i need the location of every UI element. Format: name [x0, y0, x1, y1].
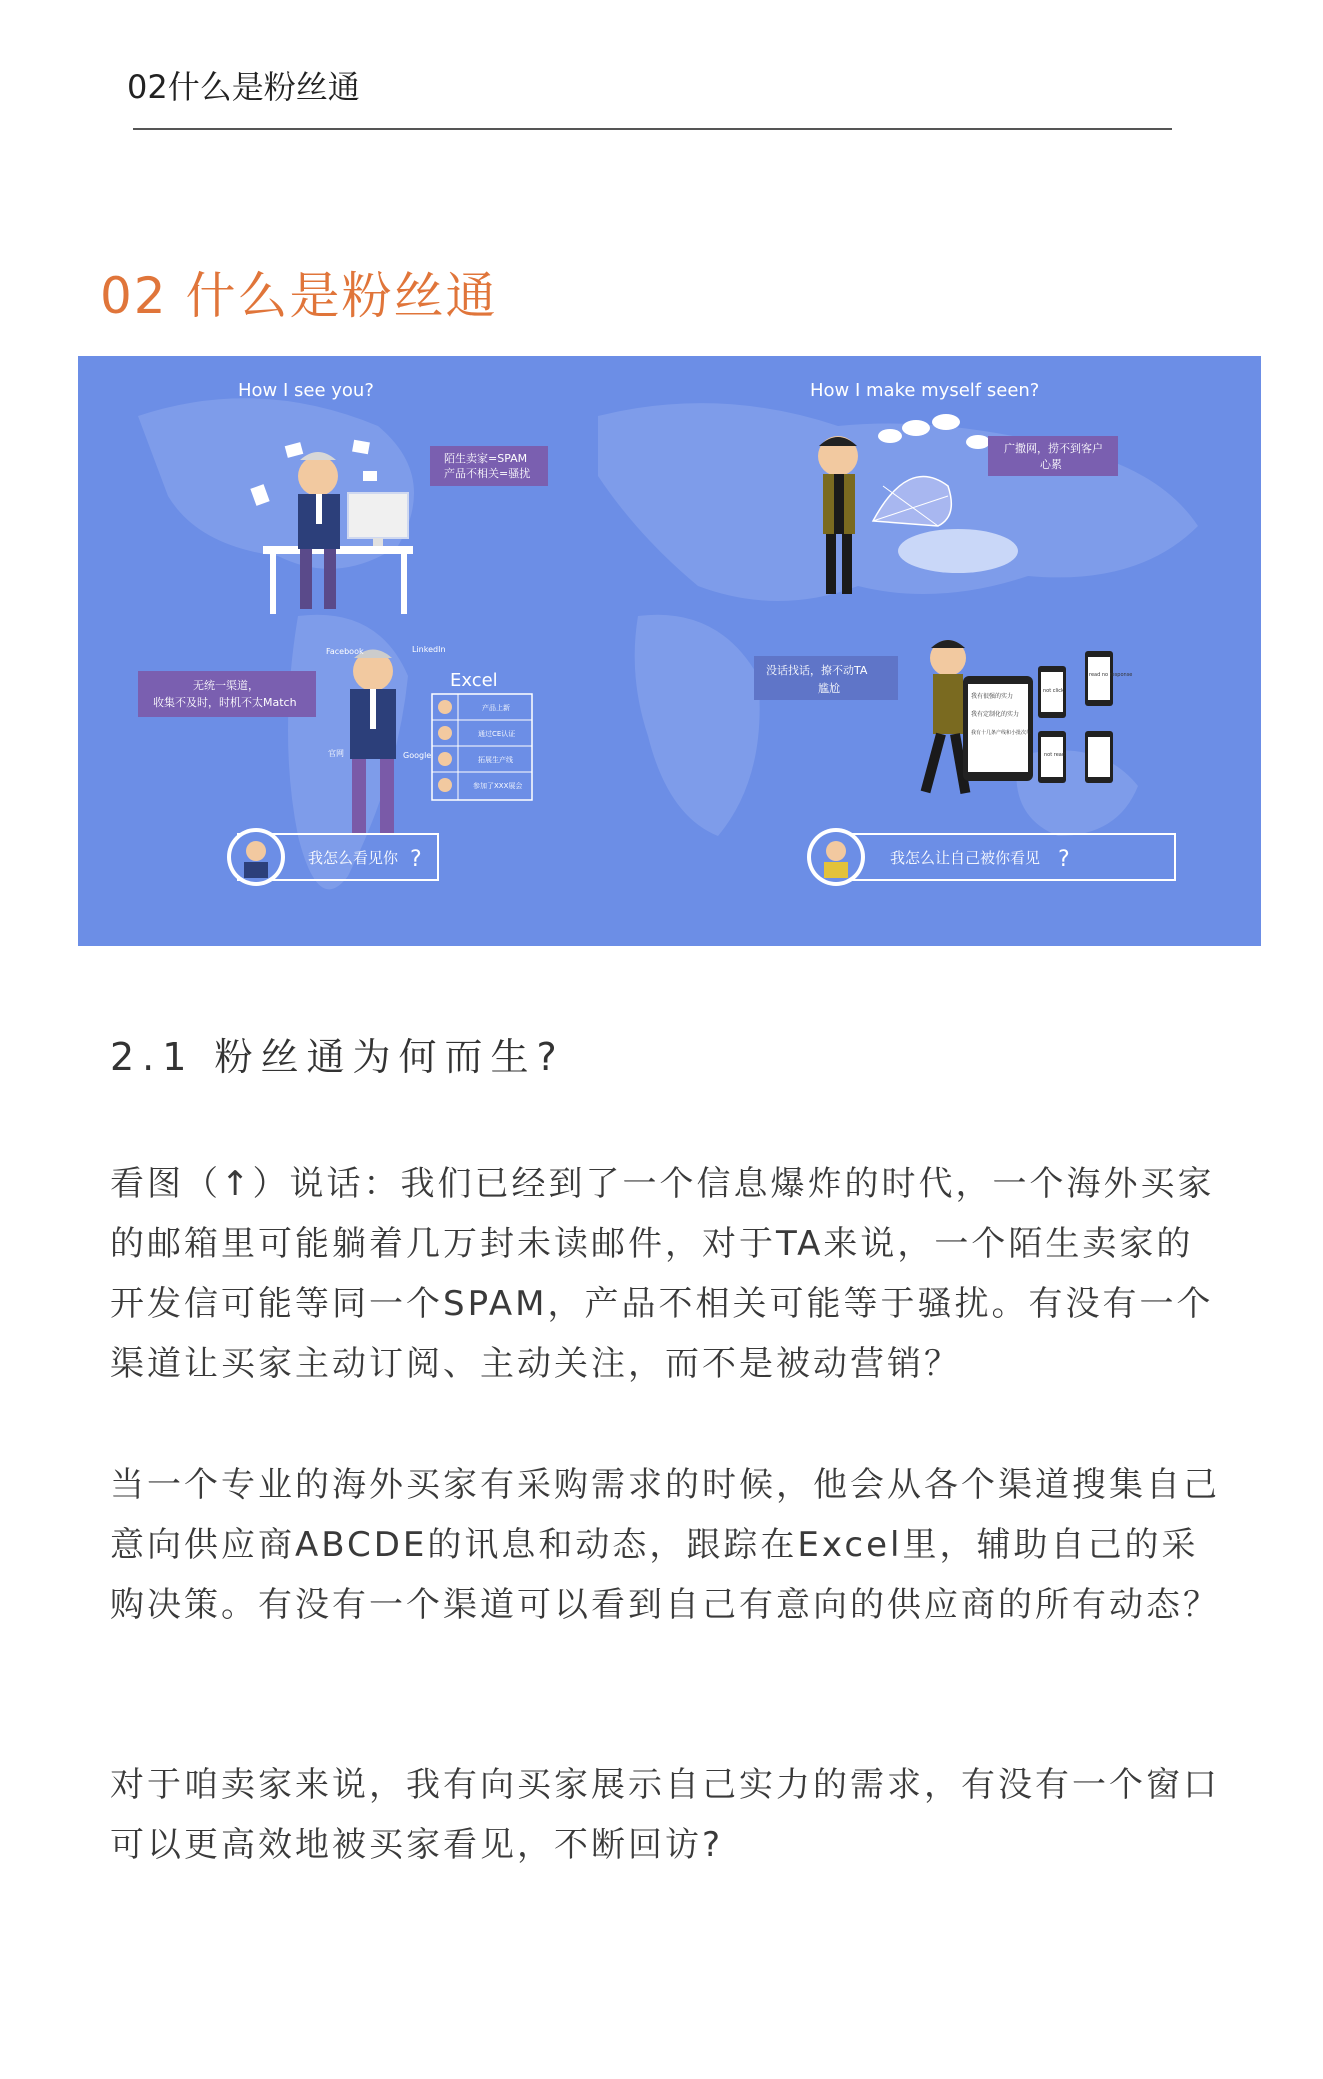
awkward-line1: 没话找话，撩不动TA: [766, 664, 868, 677]
bottom-right-qmark: ?: [1058, 847, 1070, 872]
seller-with-phone-figure: [921, 640, 1033, 794]
bottom-right-label: 我怎么让自己被你看见: [890, 849, 1041, 867]
how-make-seen-pill: [807, 828, 1175, 886]
excel-title: Excel: [450, 670, 498, 691]
article-subheading: 2.1 粉丝通为何而生?: [110, 1035, 565, 1079]
awkward-bubble: [754, 656, 898, 700]
excel-row-2: 通过CE认证: [478, 730, 516, 738]
header-divider: [133, 128, 1172, 130]
no-channel-bubble: [138, 671, 316, 717]
no-channel-line1: 无统一渠道，: [193, 679, 259, 692]
bottom-left-qmark: ?: [410, 847, 422, 872]
awkward-line2: 尴尬: [818, 682, 840, 695]
no-channel-line2: 收集不及时，时机不太Match: [153, 696, 297, 709]
status-not-read: not read: [1044, 752, 1066, 758]
excel-table: [432, 670, 532, 800]
tag-facebook: Facebook: [326, 647, 364, 656]
right-panel-title: How I make myself seen?: [810, 380, 1040, 401]
tag-linkedin: LinkedIn: [412, 645, 446, 654]
wide-net-line1: 广撒网，捞不到客户: [1004, 442, 1103, 455]
tag-guanwang: 官网: [328, 749, 344, 758]
page-header-title: 02什么是粉丝通: [127, 68, 360, 106]
hero-illustration: [78, 356, 1261, 946]
paragraph-2: 当一个专业的海外买家有采购需求的时候，他会从各个渠道搜集自己意向供应商ABCDE的讯息和动态，跟踪在Excel里，辅助自己的采购决策。有没有一个渠道可以看到自己有意向的供应商的所有动态？: [110, 1465, 1220, 1625]
hero-svg: [78, 356, 1261, 946]
phone-msg-2: 我有定制化的实力: [971, 711, 1020, 718]
small-phones: [1038, 651, 1132, 783]
phone-msg-3: 我有十几条产线和小批次单: [971, 730, 1032, 736]
bottom-left-label: 我怎么看见你: [308, 849, 399, 867]
excel-row-4: 参加了XXX展会: [473, 782, 523, 790]
spam-label-line1: 陌生卖家=SPAM: [444, 452, 528, 465]
paragraph-1: 看图（↑）说话：我们已经到了一个信息爆炸的时代，一个海外买家的邮箱里可能躺着几万封未读邮件，对于TA来说，一个陌生卖家的开发信可能等同一个SPAM，产品不相关可能等于骚扰。有没有一个渠道让买家主动订阅、主动关注，而不是被动营销？: [110, 1164, 1215, 1384]
wide-net-bubble: [988, 436, 1118, 476]
spam-label-bubble: [430, 446, 548, 486]
status-not-click: not click: [1043, 688, 1064, 694]
excel-row-3: 拓展生产线: [478, 756, 513, 764]
paragraph-3: 对于咱卖家来说，我有向买家展示自己实力的需求，有没有一个窗口可以更高效地被买家看见，不断回访?: [110, 1765, 1220, 1865]
phone-msg-1: 我有很强的实力: [971, 693, 1014, 700]
status-read-no-response: read no response: [1089, 672, 1133, 678]
left-panel-title: How I see you?: [238, 380, 374, 401]
tag-google: Google: [403, 751, 432, 760]
spam-label-line2: 产品不相关=骚扰: [444, 467, 531, 480]
excel-row-1: 产品上新: [482, 704, 510, 712]
wide-net-line2: 心累: [1040, 458, 1062, 471]
section-heading: 02 什么是粉丝通: [100, 267, 498, 325]
